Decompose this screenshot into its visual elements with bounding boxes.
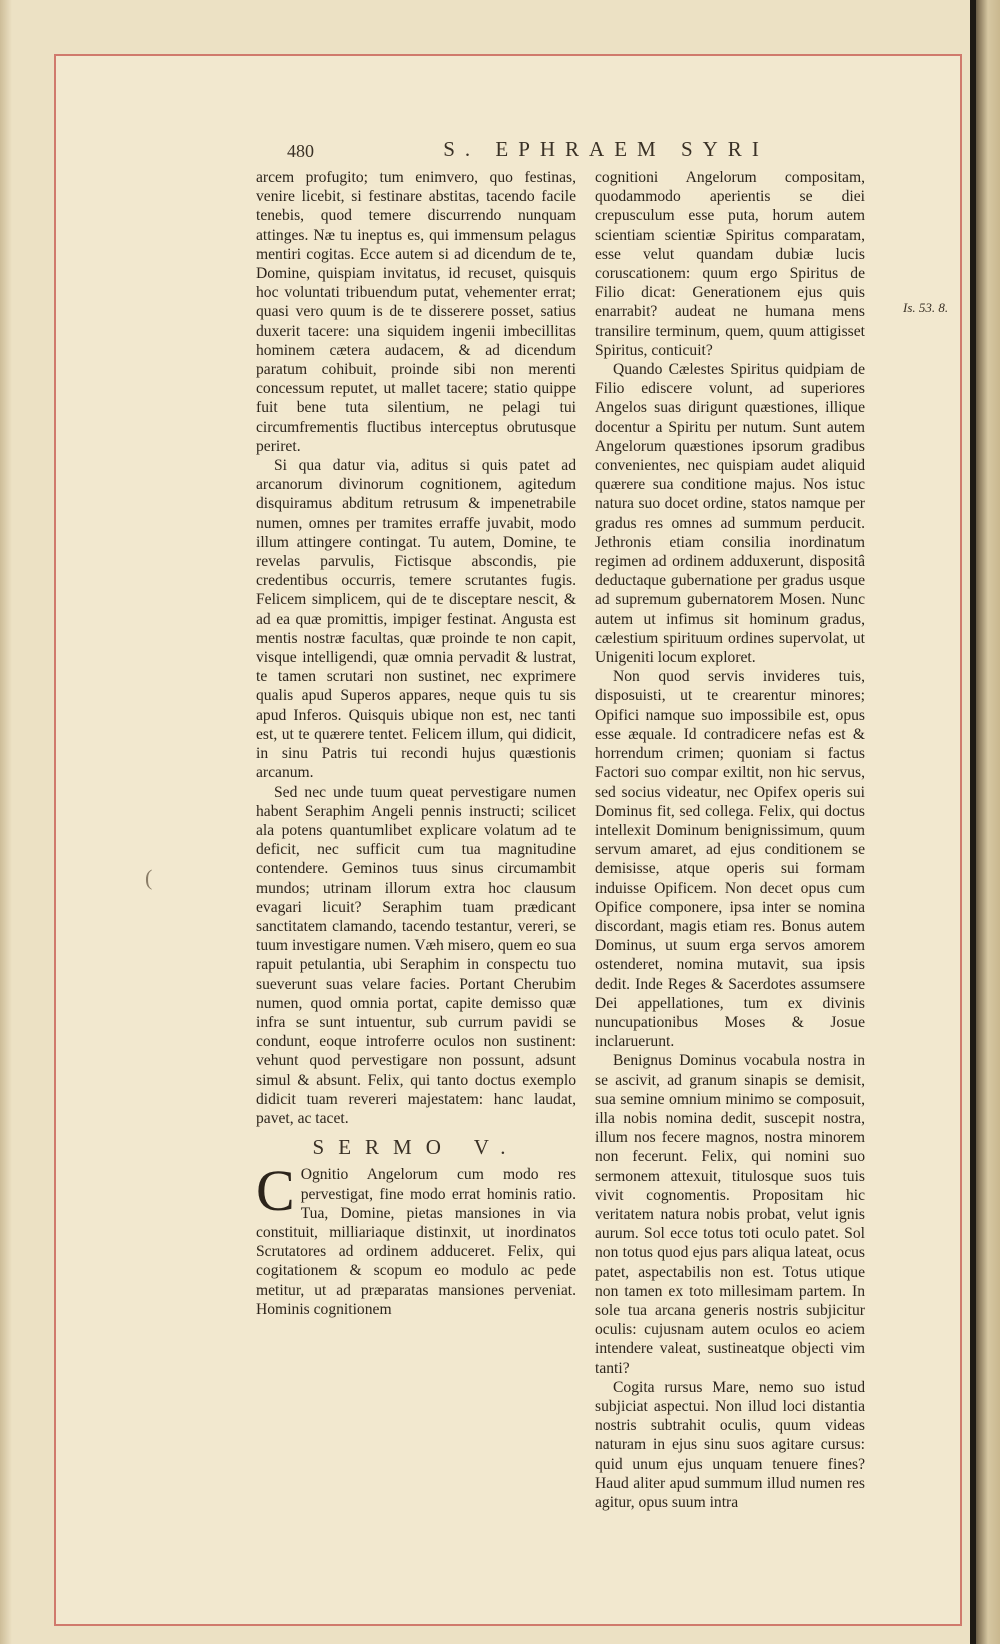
paragraph: cognitioni Angelorum compositam, quodammodo aperientis se diei crepusculum esse puta, horum autem scientiam scientiæ Spiritus comparatam, esse velut quandam dubiæ lucis coruscationem: quum ergo Spiritus de Filio dicat: Generationem ejus quis enarrabit? audeat ne humana mens transilire terminum, quem, quum attigisset Spiritus, conticuit? <box>595 169 865 359</box>
right-column <box>595 168 865 1512</box>
sermon-opening-text: Ognitio Angelorum cum modo res pervestigat, fine modo errat hominis ratio. Tua, Domine, pietas mansiones in via constituit, milliariaque distinxit, ut inordinatos Scrutatores ad ordinem adduceret. Felix, qui cogitationem & scopum eo modulo ac pede metitur, ut ad præparatas mansiones perveniat. Hominis cognitionem <box>256 1166 576 1318</box>
paragraph: Benignus Dominus vocabula nostra in se ascivit, ad granum sinapis se demisit, sua semine omnium minimo se composuit, illa nobis nomina dedit, suscepit nostra, illum nos fecere magnos, nostra minorem non fecerunt. Felix, qui nomini suo sermonem attexuit, titulosque suos tuis vivit cognomentis. Propositam hic veritatem natura nobis probat, velut ignis aurum. Sol ecce totus toti oculo patet. Sol non totus quod ejus pars aliqua lateat, ocus patet, aspectabilis non est. Totus utique non tamen ex toto millesimam partem. In sole tua arcana generis nostris subjicitur oculis: cujusnam autem oculos eo aciem intendere valeat, sustineatque objecti vim tanti? <box>595 1052 865 1377</box>
paragraph: Sed nec unde tuum queat pervestigare numen habent Seraphim Angeli pennis instructi; scilicet ala potens quantumlibet explicare volatum ad te deficit, nec sufficit cum tua magnitudine contendere. Geminos tuus sinus circumambit mundos; utrinam illorum extra hoc clausum evagari licuit? Seraphim tuam prædicant sanctitatem clamando, tacendo testantur, vereri, se tuum investigare numen. Væh misero, quem eo sua rapuit petulantia, ubi Seraphim in conspectu tuo sueverunt suas velare facies. Portant Cherubim numen, quod omnia portat, capite demisso quæ infra se sunt intuentur, sub currum pavidi se condunt, eoque introferre oculos non sustinent: vehunt quod pervestigare non possunt, adsunt simul & absunt. Felix, qui tanto doctus exemplo didicit tuam revereri majestatem: hanc laudat, pavet, ac tacet. <box>256 783 576 1127</box>
sermon-heading: SERMO V. <box>312 1135 520 1160</box>
paragraph: arcem profugito; tum enimvero, quo festinas, venire licebit, si festinare abstitas, tacendo facile tenebis, quod temere discurrendo nunquam attinges. Næ tu ineptus es, qui immensum pelagus mentiri cogitas. Ecce autem si ad dicendum de te, Domine, quispiam invitatus, id recuset, quisquis hoc voluntati tribuendum putat, vehementer errat; quasi vero quum is de te disserere posset, satius duxerit tacere: una siquidem ingenii imbecillitas hominem cætera audacem, & ad dicendum paratum cohibuit, proinde sibi non merenti concessum reputet, ut mallet tacere; statio quippe fuit bene tuta silentium, ne pelagi tui circumfrementis fluctibus interceptus obrutusque periret. <box>256 169 576 455</box>
page-edge-shadow <box>0 0 12 1644</box>
paragraph: Quando Cælestes Spiritus quidpiam de Filio ediscere volunt, ad superiores Angelos suas dirigunt quæstiones, illique docentur a Spiritu per nutum. Sunt autem Angelorum quæstiones ipsorum gradibus convenientes, nec quispiam audet aliquid quærere sua conditione majus. Nos istuc natura suo docet ordine, statos namque per gradus res omnes ad summum perducit. Jethronis etiam consilia inordinatum regimen ad ordinem adduxerunt, dispositâ deductaque gubernatione per gradus usque ad supremum gubernatorem Mosen. Nunc autem ut infimus sit hominum gradus, cælestium spirituum ordines supervolat, ut Unigeniti locum exploret. <box>595 361 865 667</box>
margin-note: Is. 53. 8. <box>903 300 949 315</box>
left-column <box>256 168 576 1319</box>
margin-mark: ( <box>145 865 153 890</box>
running-head <box>236 137 976 167</box>
paragraph: Cogita rursus Mare, nemo suo istud subjiciat aspectui. Non illud loci distantia nostris subtrahit oculis, quum videas naturam in ejus sinu suos agitare cursus: quid unum ejus unquam tenuere fines? Haud aliter apud summum illud numen res agitur, opus suum intra <box>595 1378 865 1512</box>
sermon-opening <box>256 1158 576 1319</box>
running-title: S. EPHRAEM SYRI <box>443 137 769 161</box>
drop-cap: C <box>256 1158 295 1224</box>
next-page-edge <box>970 0 1000 1644</box>
paragraph: Si qua datur via, aditus si quis patet ad arcanorum divinorum cognitionem, agitedum disquiramus abditum retrusum & impenetrabile numen, omnes per tramites erraffe juvabit, modo illum attingere contingat. Tu autem, Domine, te revelas parvulis, Fictisque abscondis, pie credentibus occurris, temere scrutantes fugis. Felicem simplicem, qui de te disceptare nescit, & ad ea quæ promittis, impiger festinat. Angusta est mentis nostræ facultas, quæ proinde te non capit, visque intelligendi, quæ omnia pervadit & lustrat, te tamen scrutari non sustinet, nec exprimere qualis apud Superos appares, neque quis tu sis apud Inferos. Quisquis ubique non est, nec tanti est, ut te quærere tentet. Felicem illum, qui didicit, in sinu Patris tui recondi hujus quæstionis arcanum. <box>256 457 576 782</box>
paragraph: Non quod servis invideres tuis, disposuisti, ut te crearentur minores; Opifici namque suo impossibile est, opus esse æquale. Id contradicere nefas est & horrendum crimen; quoniam si factus Factori suo compar exiltit, non hic servus, sed socius videatur, nec Opifex operis sui Dominus fit, sed collega. Felix, qui doctus intellexit Dominum benignissimum, quum servum amaret, ad ejus conditionem se demisisse, atque operis sui formam induisse Opificem. Non decet opus cum Opifice componere, ipsa inter se nomina discordant, magis etiam res. Bonus autem Dominus, ut suum erga servos amorem ostenderet, nomina mutavit, sua ipsis dedit. Inde Reges & Sacerdotes assumsere Dei appellationes, tum ex divinis nuncupationibus Moses & Josue inclaruerunt. <box>595 668 865 1051</box>
page-number: 480 <box>287 141 314 161</box>
